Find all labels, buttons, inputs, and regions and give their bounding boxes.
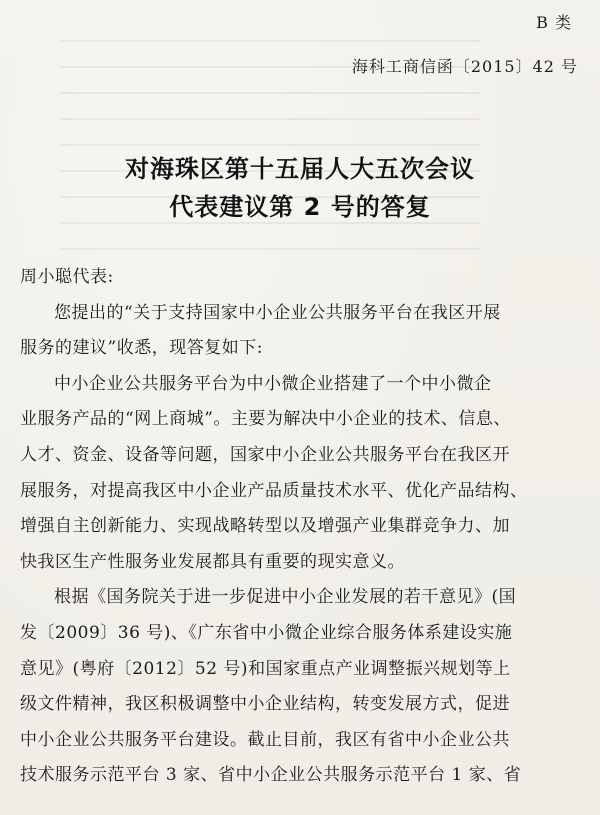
paragraph-line: 增强自主创新能力、实现战略转型以及增强产业集群竞争力、加: [20, 516, 510, 537]
paragraph-2: [20, 367, 586, 581]
salutation: 周小聪代表:: [20, 267, 114, 287]
paragraph-line: 发〔2009〕36 号)、《广东省中小微企业综合服务体系建设实施: [20, 622, 513, 643]
paragraph-line: 级文件精神，我区积极调整中小企业结构，转变发展方式，促进: [20, 694, 510, 715]
paragraph-line: 中小企业公共服务平台为中小微企业搭建了一个中小微企: [54, 373, 492, 394]
paragraph-line: 业服务产品的“网上商城”。主要为解决中小企业的技术、信息、: [20, 409, 511, 430]
paragraph-line: 意见》(粤府〔2012〕52 号)和国家重点产业调整振兴规划等上: [20, 658, 511, 679]
document-number: 海科工商信函〔2015〕42 号: [351, 57, 578, 76]
paragraph-line: 中小企业公共服务平台建设。截止目前，我区有省中小企业公共: [20, 729, 510, 750]
paragraph-line: 展服务，对提高我区中小企业产品质量技术水平、优化产品结构、: [20, 480, 528, 501]
paragraph-line: 快我区生产性服务业发展都具有重要的现实意义。: [20, 551, 405, 572]
paragraph-3: [20, 580, 586, 794]
paragraph-1: [20, 296, 586, 367]
paragraph-line: 根据《国务院关于进一步促进中小企业发展的若干意见》(国: [54, 587, 517, 608]
document-title: [0, 150, 600, 226]
paragraph-line: 您提出的“关于支持国家中小企业公共服务平台在我区开展: [54, 302, 501, 323]
document-body: [20, 260, 586, 794]
paragraph-line: 服务的建议”收悉，现答复如下:: [20, 338, 263, 359]
classification-label: B 类: [536, 13, 572, 32]
title-line-1: 对海珠区第十五届人大五次会议: [125, 155, 475, 183]
paragraph-line: 人才、资金、设备等问题，国家中小企业公共服务平台在我区开: [20, 444, 510, 465]
paragraph-line: 技术服务示范平台 3 家、省中小企业公共服务示范平台 1 家、省: [20, 765, 522, 786]
title-line-2: 代表建议第 2 号的答复: [169, 193, 431, 221]
